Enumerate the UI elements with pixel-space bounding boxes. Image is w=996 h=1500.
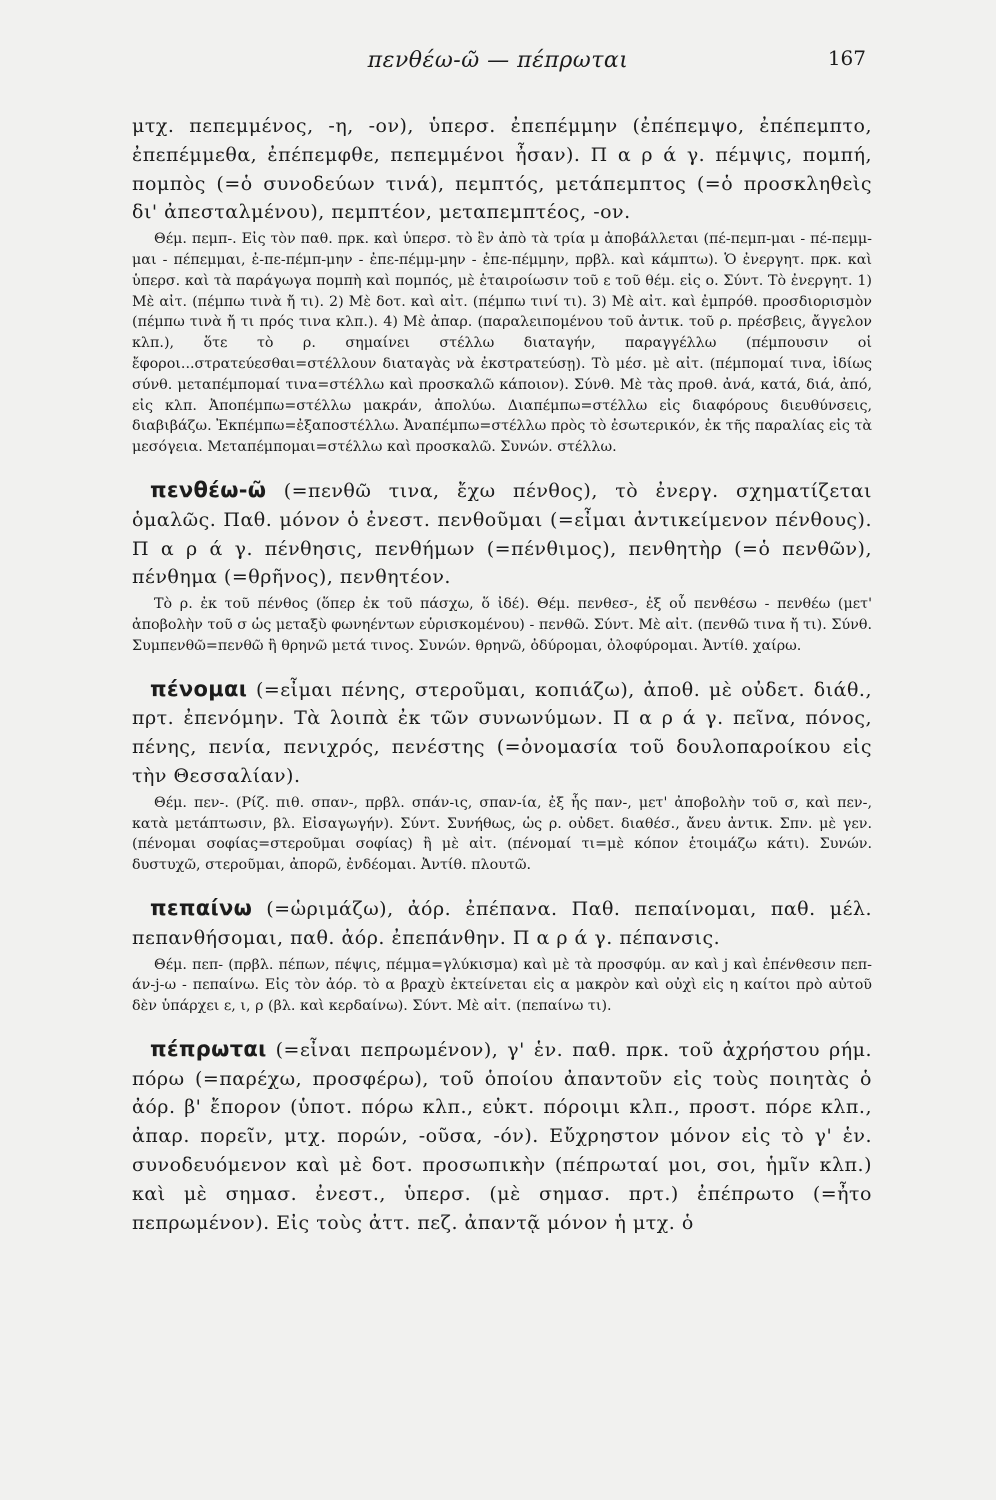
entry-pepainw [132, 894, 872, 1017]
entry-note: Θέμ. πεμπ-. Εἰς τὸν παθ. πρκ. καὶ ὑπερσ. τὸ ἓν ἀπὸ τὰ τρία μ ἀποβάλλεται (πέ-πεμπ-μαι - πέ-πεμμ-μαι - πέπεμμαι, ἐ-πε-πέμπ-μην - ἐπε-πέμμ-μην - ἐπε-πέμμην, πρβλ. καὶ κάμπτω). Ὁ ἐνεργητ. πρκ. καὶ ὑπερσ. καὶ τὰ παράγωγα πομπὴ καὶ πομπός, μὲ ἑταιροίωσιν τοῦ ε τοῦ θέμ. εἰς ο. Σύντ. Τὸ ἐνεργητ. 1) Μὲ αἰτ. (πέμπω τινὰ ἤ τι). 2) Μὲ δοτ. καὶ αἰτ. (πέμπω τινί τι). 3) Μὲ αἰτ. καὶ ἐμπρόθ. προσδιορισμὸν (πέμπω τινὰ ἤ τι πρός τινα κλπ.). 4) Μὲ ἀπαρ. (παραλειπομένου τοῦ ἀντικ. τοῦ ρ. πρέσβεις, ἄγγελον κλπ.), ὅτε τὸ ρ. σημαίνει στέλλω διαταγήν, παραγγέλλω (πέμπουσιν οἱ ἔφοροι...στρατεύεσθαι=στέλλουν διαταγὰς νὰ ἐκστρατεύσῃ). Τὸ μέσ. μὲ αἰτ. (πέμπομαί τινα, ἰδίως σύνθ. μεταπέμπομαί τινα=στέλλω καὶ προσκαλῶ κάποιον). Σύνθ. Μὲ τὰς προθ. ἀνά, κατά, διά, ἀπό, εἰς κλπ. Ἀποπέμπω=στέλλω μακράν, ἀπολύω. Διαπέμπω=στέλλω εἰς διαφόρους διευθύνσεις, διαβιβάζω. Ἐκπέμπω=ἐξαποστέλλω. Ἀναπέμπω=στέλλω πρὸς τὸ ἐσωτερικόν, ἐκ τῆς παραλίας εἰς τὰ μεσόγεια. Μεταπέμπομαι=στέλλω καὶ προσκαλῶ. Συνών. στέλλω. [132, 231, 872, 456]
entry-note: Θέμ. πεπ- (πρβλ. πέπων, πέψις, πέμμα=γλύκισμα) καὶ μὲ τὰ προσφύμ. αν καὶ j καὶ ἐπένθεσιν πεπ-άν-j-ω - πεπαίνω. Εἰς τὸν ἀόρ. τὸ α βραχὺ ἐκτείνεται εἰς α μακρὸν καὶ οὐχὶ εἰς η καίτοι πρὸ αὐτοῦ δὲν ὑπάρχει ε, ι, ρ (βλ. καὶ κερδαίνω). Σύντ. Μὲ αἰτ. (πεπαίνω τι). [132, 956, 872, 1015]
entry-lemma: πεπαίνω [150, 895, 253, 920]
entry-main-text: (=πενθῶ τινα, ἔχω πένθος), τὸ ἐνεργ. σχηματίζεται ὁμαλῶς. Παθ. μόνον ὁ ἐνεστ. πενθοῦμαι (=εἶμαι ἀντικείμενον πένθους). Π α ρ ά γ. πένθησις, πενθήμων (=πένθιμος), πενθητὴρ (=ὁ πενθῶν), πένθημα (=θρῆνος), πενθητέον. [132, 479, 872, 589]
entry-main-text: (=εἶμαι πένης, στεροῦμαι, κοπιάζω), ἀποθ. μὲ οὐδετ. διάθ., πρτ. ἐπενόμην. Τὰ λοιπὰ ἐκ τῶν συνωνύμων. Π α ρ ά γ. πεῖνα, πόνος, πένης, πενία, πενιχρός, πενέστης (=ὀνομασία τοῦ δουλοπαροίκου εἰς τὴν Θεσσαλίαν). [132, 678, 872, 787]
entry-lemma: πενθέω-ῶ [150, 477, 267, 502]
entry-main-text: μτχ. πεπεμμένος, -η, -ον), ὑπερσ. ἐπεπέμμην (ἐπέπεμψο, ἐπέπεμπτο, ἐπεπέμμεθα, ἐπέπεμφθε, πεπεμμένοι ἦσαν). Π α ρ ά γ. πέμψις, πομπή, πομπὸς (=ὁ συνοδεύων τινά), πεμπτός, μετάπεμπτος (=ὁ προσκληθεὶς δι' ἀπεσταλμένου), πεμπτέον, μεταπεμπτέος, -ον. [132, 115, 872, 224]
entry-note: Τὸ ρ. ἐκ τοῦ πένθος (ὅπερ ἐκ τοῦ πάσχω, ὅ ἰδέ). Θέμ. πενθεσ-, ἐξ οὗ πενθέσω - πενθέω (μετ' ἀποβολὴν τοῦ σ ὡς μεταξὺ φωνηέντων εὑρισκομένου) - πενθῶ. Σύντ. Μὲ αἰτ. (πενθῶ τινα ἤ τι). Σύνθ. Συμπενθῶ=πενθῶ ἢ θρηνῶ μετά τινος. Συνών. θρηνῶ, ὀδύρομαι, ὀλοφύρομαι. Ἀντίθ. χαίρω. [132, 596, 872, 654]
entry-note: Θέμ. πεν-. (Ρίζ. πιθ. σπαν-, πρβλ. σπάν-ις, σπαν-ία, ἐξ ἧς παν-, μετ' ἀποβολὴν τοῦ σ, καὶ πεν-, κατὰ μετάπτωσιν, βλ. Εἰσαγωγήν). Σύντ. Συνήθως, ὡς ρ. οὐδετ. διαθέσ., ἄνευ ἀντικ. Σπν. μὲ γεν. (πένομαι σοφίας=στεροῦμαι σοφίας) ἢ μὲ αἰτ. (πένομαί τι=μὲ κόπον ἑτοιμάζω κάτι). Συνών. δυστυχῶ, στεροῦμαι, ἀπορῶ, ἐνδέομαι. Ἀντίθ. πλουτῶ. [132, 794, 872, 874]
entry-main-text: (=εἶναι πεπρωμένον), γ' ἑν. παθ. πρκ. τοῦ ἀχρήστου ρήμ. πόρω (=παρέχω, προσφέρω), τοῦ ὁποίου ἀπαντοῦν εἰς τοὺς ποιητὰς ὁ ἀόρ. β' ἔπορον (ὑποτ. πόρω κλπ., εὐκτ. πόροιμι κλπ., προστ. πόρε κλπ., ἀπαρ. πορεῖν, μτχ. πορών, -οῦσα, -όν). Εὔχρηστον μόνον εἰς τὸ γ' ἑν. συνοδευόμενον καὶ μὲ δοτ. προσωπικὴν (πέπρωταί μοι, σοι, ἡμῖν κλπ.) καὶ μὲ σημασ. ἐνεστ., ὑπερσ. (μὲ σημασ. πρτ.) ἐπέπρωτο (=ἦτο πεπρωμένον). Εἰς τοὺς ἀττ. πεζ. ἀπαντᾷ μόνον ἡ μτχ. ὁ [132, 1038, 872, 1234]
page-number: 167 [827, 46, 866, 70]
entry-lemma: πένομαι [150, 676, 248, 701]
running-head: πενθέω-ῶ — πέπρωται [367, 48, 629, 73]
entry-continuation [132, 112, 872, 458]
entry-lemma: πέπρωται [150, 1036, 267, 1061]
entry-penthew [132, 476, 872, 657]
page-body [132, 112, 872, 1237]
entry-peprwtai [132, 1035, 872, 1238]
entry-main-text: (=ὡριμάζω), ἀόρ. ἐπέπανα. Παθ. πεπαίνομαι, παθ. μέλ. πεπανθήσομαι, παθ. ἀόρ. ἐπεπάνθην. Π α ρ ά γ. πέπανσις. [132, 897, 872, 949]
entry-penomai [132, 675, 872, 876]
